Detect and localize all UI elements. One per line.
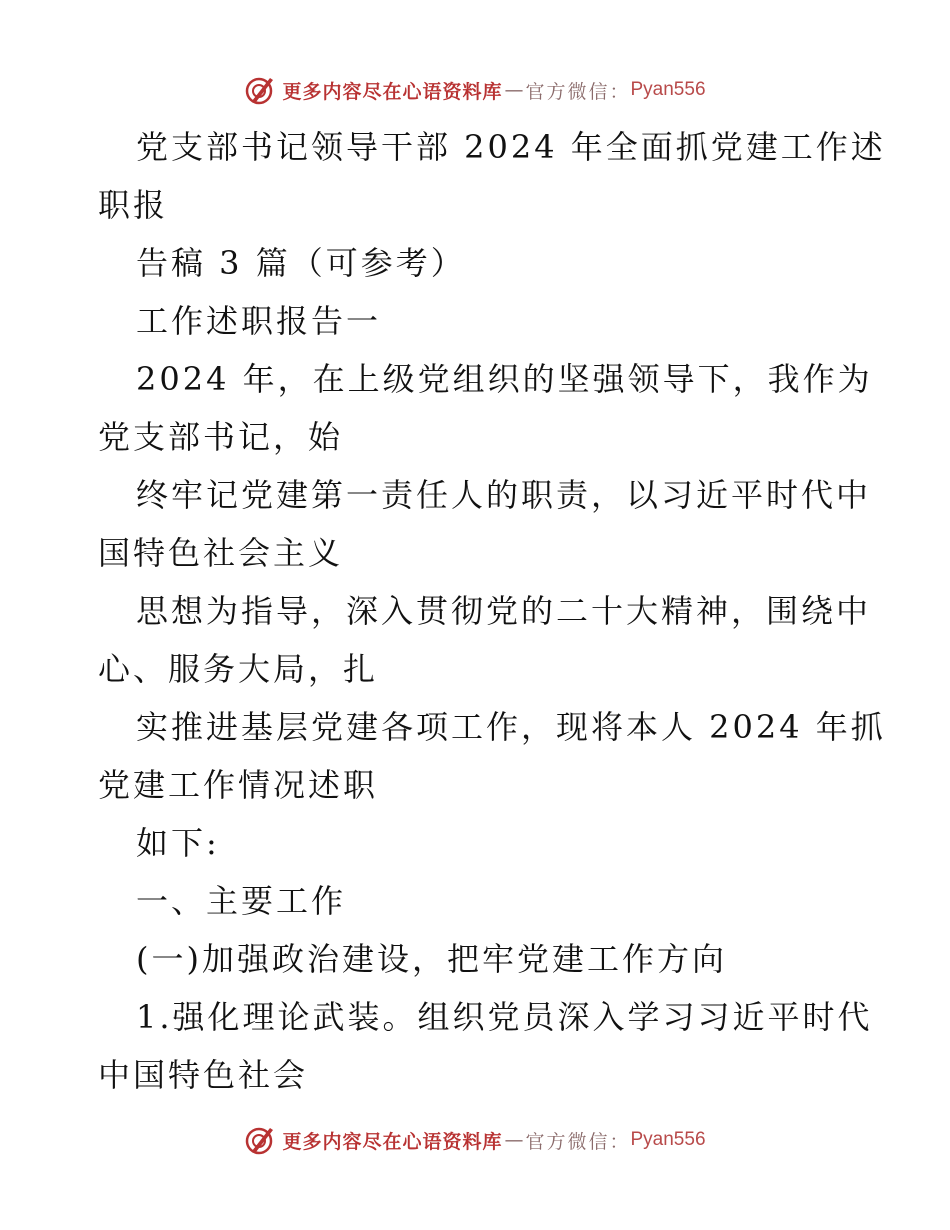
paragraph-line: 终牢记党建第一责任人的职责，以习近平时代中 bbox=[136, 476, 872, 514]
title-line-3: 告稿 3 篇（可参考） bbox=[136, 244, 466, 282]
watermark-official: 官方微信： bbox=[525, 80, 631, 103]
paragraph-line: 2024 年，在上级党组织的坚强领导下，我作为 bbox=[136, 360, 873, 398]
title-line-1: 党支部书记领导干部 2024 年全面抓党建工作述 bbox=[136, 128, 886, 166]
watermark-id: Pyan556 bbox=[630, 79, 706, 100]
watermark-dash: — bbox=[504, 79, 524, 101]
document-body bbox=[98, 122, 886, 1108]
heading-main-work: 一、主要工作 bbox=[136, 882, 347, 920]
paragraph-line: 心、服务大局，扎 bbox=[98, 650, 379, 688]
paragraph-line: 国特色社会主义 bbox=[98, 534, 344, 572]
paragraph-line: 如下: bbox=[136, 824, 220, 862]
watermark-official: 官方微信： bbox=[525, 1130, 631, 1153]
watermark-dash: — bbox=[504, 1129, 524, 1151]
paragraph-line: 思想为指导，深入贯彻党的二十大精神，围绕中 bbox=[136, 592, 872, 630]
watermark-id: Pyan556 bbox=[630, 1129, 706, 1150]
paragraph-line: 实推进基层党建各项工作，现将本人 2024 年抓 bbox=[136, 708, 886, 746]
footer-watermark bbox=[0, 1122, 950, 1158]
quill-logo-icon bbox=[244, 1124, 276, 1156]
paragraph-line: 党建工作情况述职 bbox=[98, 766, 379, 804]
subheading-political: (一)加强政治建设，把牢党建工作方向 bbox=[136, 940, 727, 978]
watermark-brand: 更多内容尽在心语资料库 bbox=[282, 80, 503, 103]
quill-logo-icon bbox=[244, 74, 276, 106]
paragraph-line: 中国特色社会 bbox=[98, 1056, 309, 1094]
title-line-2: 职报 bbox=[98, 186, 169, 224]
header-watermark bbox=[0, 72, 950, 108]
watermark-brand: 更多内容尽在心语资料库 bbox=[282, 1130, 503, 1153]
section-title: 工作述职报告一 bbox=[136, 302, 382, 340]
paragraph-line: 1.强化理论武装。组织党员深入学习习近平时代 bbox=[136, 998, 873, 1036]
paragraph-line: 党支部书记，始 bbox=[98, 418, 344, 456]
